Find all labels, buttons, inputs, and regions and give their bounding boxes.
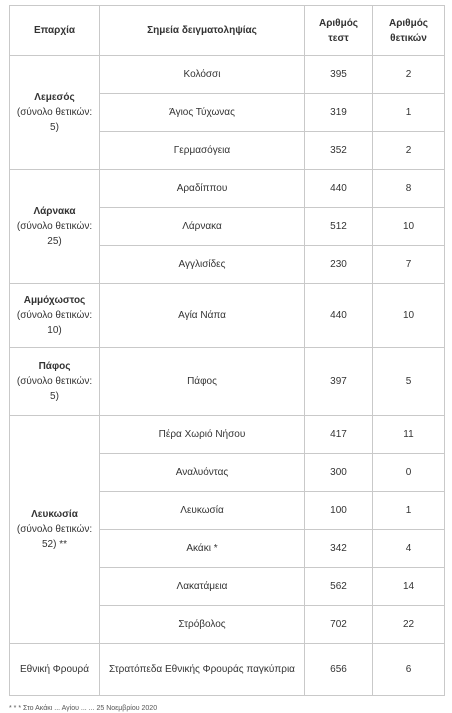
tests-cell: 512 bbox=[305, 208, 373, 246]
positives-cell: 2 bbox=[373, 56, 445, 94]
sampling-point-cell: Πέρα Χωριό Νήσου bbox=[100, 416, 305, 454]
sampling-point-cell: Γερμασόγεια bbox=[100, 132, 305, 170]
positives-cell: 10 bbox=[373, 284, 445, 348]
sampling-point-cell: Ακάκι * bbox=[100, 530, 305, 568]
tests-cell: 395 bbox=[305, 56, 373, 94]
sampling-point-cell: Λακατάμεια bbox=[100, 568, 305, 606]
header-row bbox=[10, 6, 445, 56]
sampling-point-cell: Λάρνακα bbox=[100, 208, 305, 246]
tests-cell: 417 bbox=[305, 416, 373, 454]
tests-cell: 342 bbox=[305, 530, 373, 568]
district-total: (σύνολο θετικών: 10) bbox=[16, 310, 93, 336]
positives-cell: 5 bbox=[373, 348, 445, 416]
results-table bbox=[9, 5, 445, 696]
district-cell bbox=[10, 348, 100, 416]
district-total: (σύνολο θετικών: 52) ** bbox=[16, 524, 93, 550]
positives-cell: 1 bbox=[373, 492, 445, 530]
sampling-point-cell: Πάφος bbox=[100, 348, 305, 416]
district-cell bbox=[10, 170, 100, 284]
district-name: Λάρνακα bbox=[33, 206, 76, 217]
tests-cell: 352 bbox=[305, 132, 373, 170]
positives-cell: 11 bbox=[373, 416, 445, 454]
header-tests: Αριθμός τεστ bbox=[305, 6, 373, 56]
tests-cell: 562 bbox=[305, 568, 373, 606]
tests-cell: 300 bbox=[305, 454, 373, 492]
sampling-point-cell: Αραδίππου bbox=[100, 170, 305, 208]
positives-cell: 10 bbox=[373, 208, 445, 246]
header-district: Επαρχία bbox=[10, 6, 100, 56]
positives-cell: 1 bbox=[373, 94, 445, 132]
district-name: Αμμόχωστος bbox=[23, 295, 86, 306]
tests-cell: 230 bbox=[305, 246, 373, 284]
tests-cell: 319 bbox=[305, 94, 373, 132]
sampling-point-cell: Αγία Νάπα bbox=[100, 284, 305, 348]
district-total: (σύνολο θετικών: 5) bbox=[16, 107, 93, 133]
sampling-point-cell: Αναλυόντας bbox=[100, 454, 305, 492]
footnote: * * * Στο Ακάκι ... Αγίου ... ... 25 Νοεμβρίου 2020 bbox=[9, 705, 158, 712]
sampling-point-cell: Στρατόπεδα Εθνικής Φρουράς παγκύπρια bbox=[100, 644, 305, 696]
positives-cell: 4 bbox=[373, 530, 445, 568]
tests-cell: 397 bbox=[305, 348, 373, 416]
district-cell bbox=[10, 56, 100, 170]
district-total: (σύνολο θετικών: 5) bbox=[16, 376, 93, 402]
district-cell bbox=[10, 644, 100, 696]
positives-cell: 22 bbox=[373, 606, 445, 644]
district-name: Λευκωσία bbox=[31, 509, 78, 520]
sampling-point-cell: Στρόβολος bbox=[100, 606, 305, 644]
positives-cell: 7 bbox=[373, 246, 445, 284]
table-row bbox=[10, 348, 445, 416]
district-name: Εθνική Φρουρά bbox=[20, 664, 89, 675]
table-row bbox=[10, 56, 445, 94]
positives-cell: 14 bbox=[373, 568, 445, 606]
positives-cell: 2 bbox=[373, 132, 445, 170]
district-name: Πάφος bbox=[38, 361, 71, 372]
positives-cell: 0 bbox=[373, 454, 445, 492]
table-row bbox=[10, 284, 445, 348]
positives-cell: 6 bbox=[373, 644, 445, 696]
tests-cell: 440 bbox=[305, 170, 373, 208]
tests-cell: 702 bbox=[305, 606, 373, 644]
table-row bbox=[10, 416, 445, 454]
district-name: Λεμεσός bbox=[34, 92, 75, 103]
tests-cell: 656 bbox=[305, 644, 373, 696]
header-positives: Αριθμός θετικών bbox=[373, 6, 445, 56]
district-cell bbox=[10, 416, 100, 644]
table-row bbox=[10, 644, 445, 696]
table-body bbox=[10, 56, 445, 696]
sampling-point-cell: Άγιος Τύχωνας bbox=[100, 94, 305, 132]
district-cell bbox=[10, 284, 100, 348]
header-sampling-points: Σημεία δειγματοληψίας bbox=[100, 6, 305, 56]
sampling-point-cell: Λευκωσία bbox=[100, 492, 305, 530]
sampling-point-cell: Κολόσσι bbox=[100, 56, 305, 94]
district-total: (σύνολο θετικών: 25) bbox=[16, 221, 93, 247]
tests-cell: 100 bbox=[305, 492, 373, 530]
sampling-point-cell: Αγγλισίδες bbox=[100, 246, 305, 284]
tests-cell: 440 bbox=[305, 284, 373, 348]
positives-cell: 8 bbox=[373, 170, 445, 208]
table-row bbox=[10, 170, 445, 208]
